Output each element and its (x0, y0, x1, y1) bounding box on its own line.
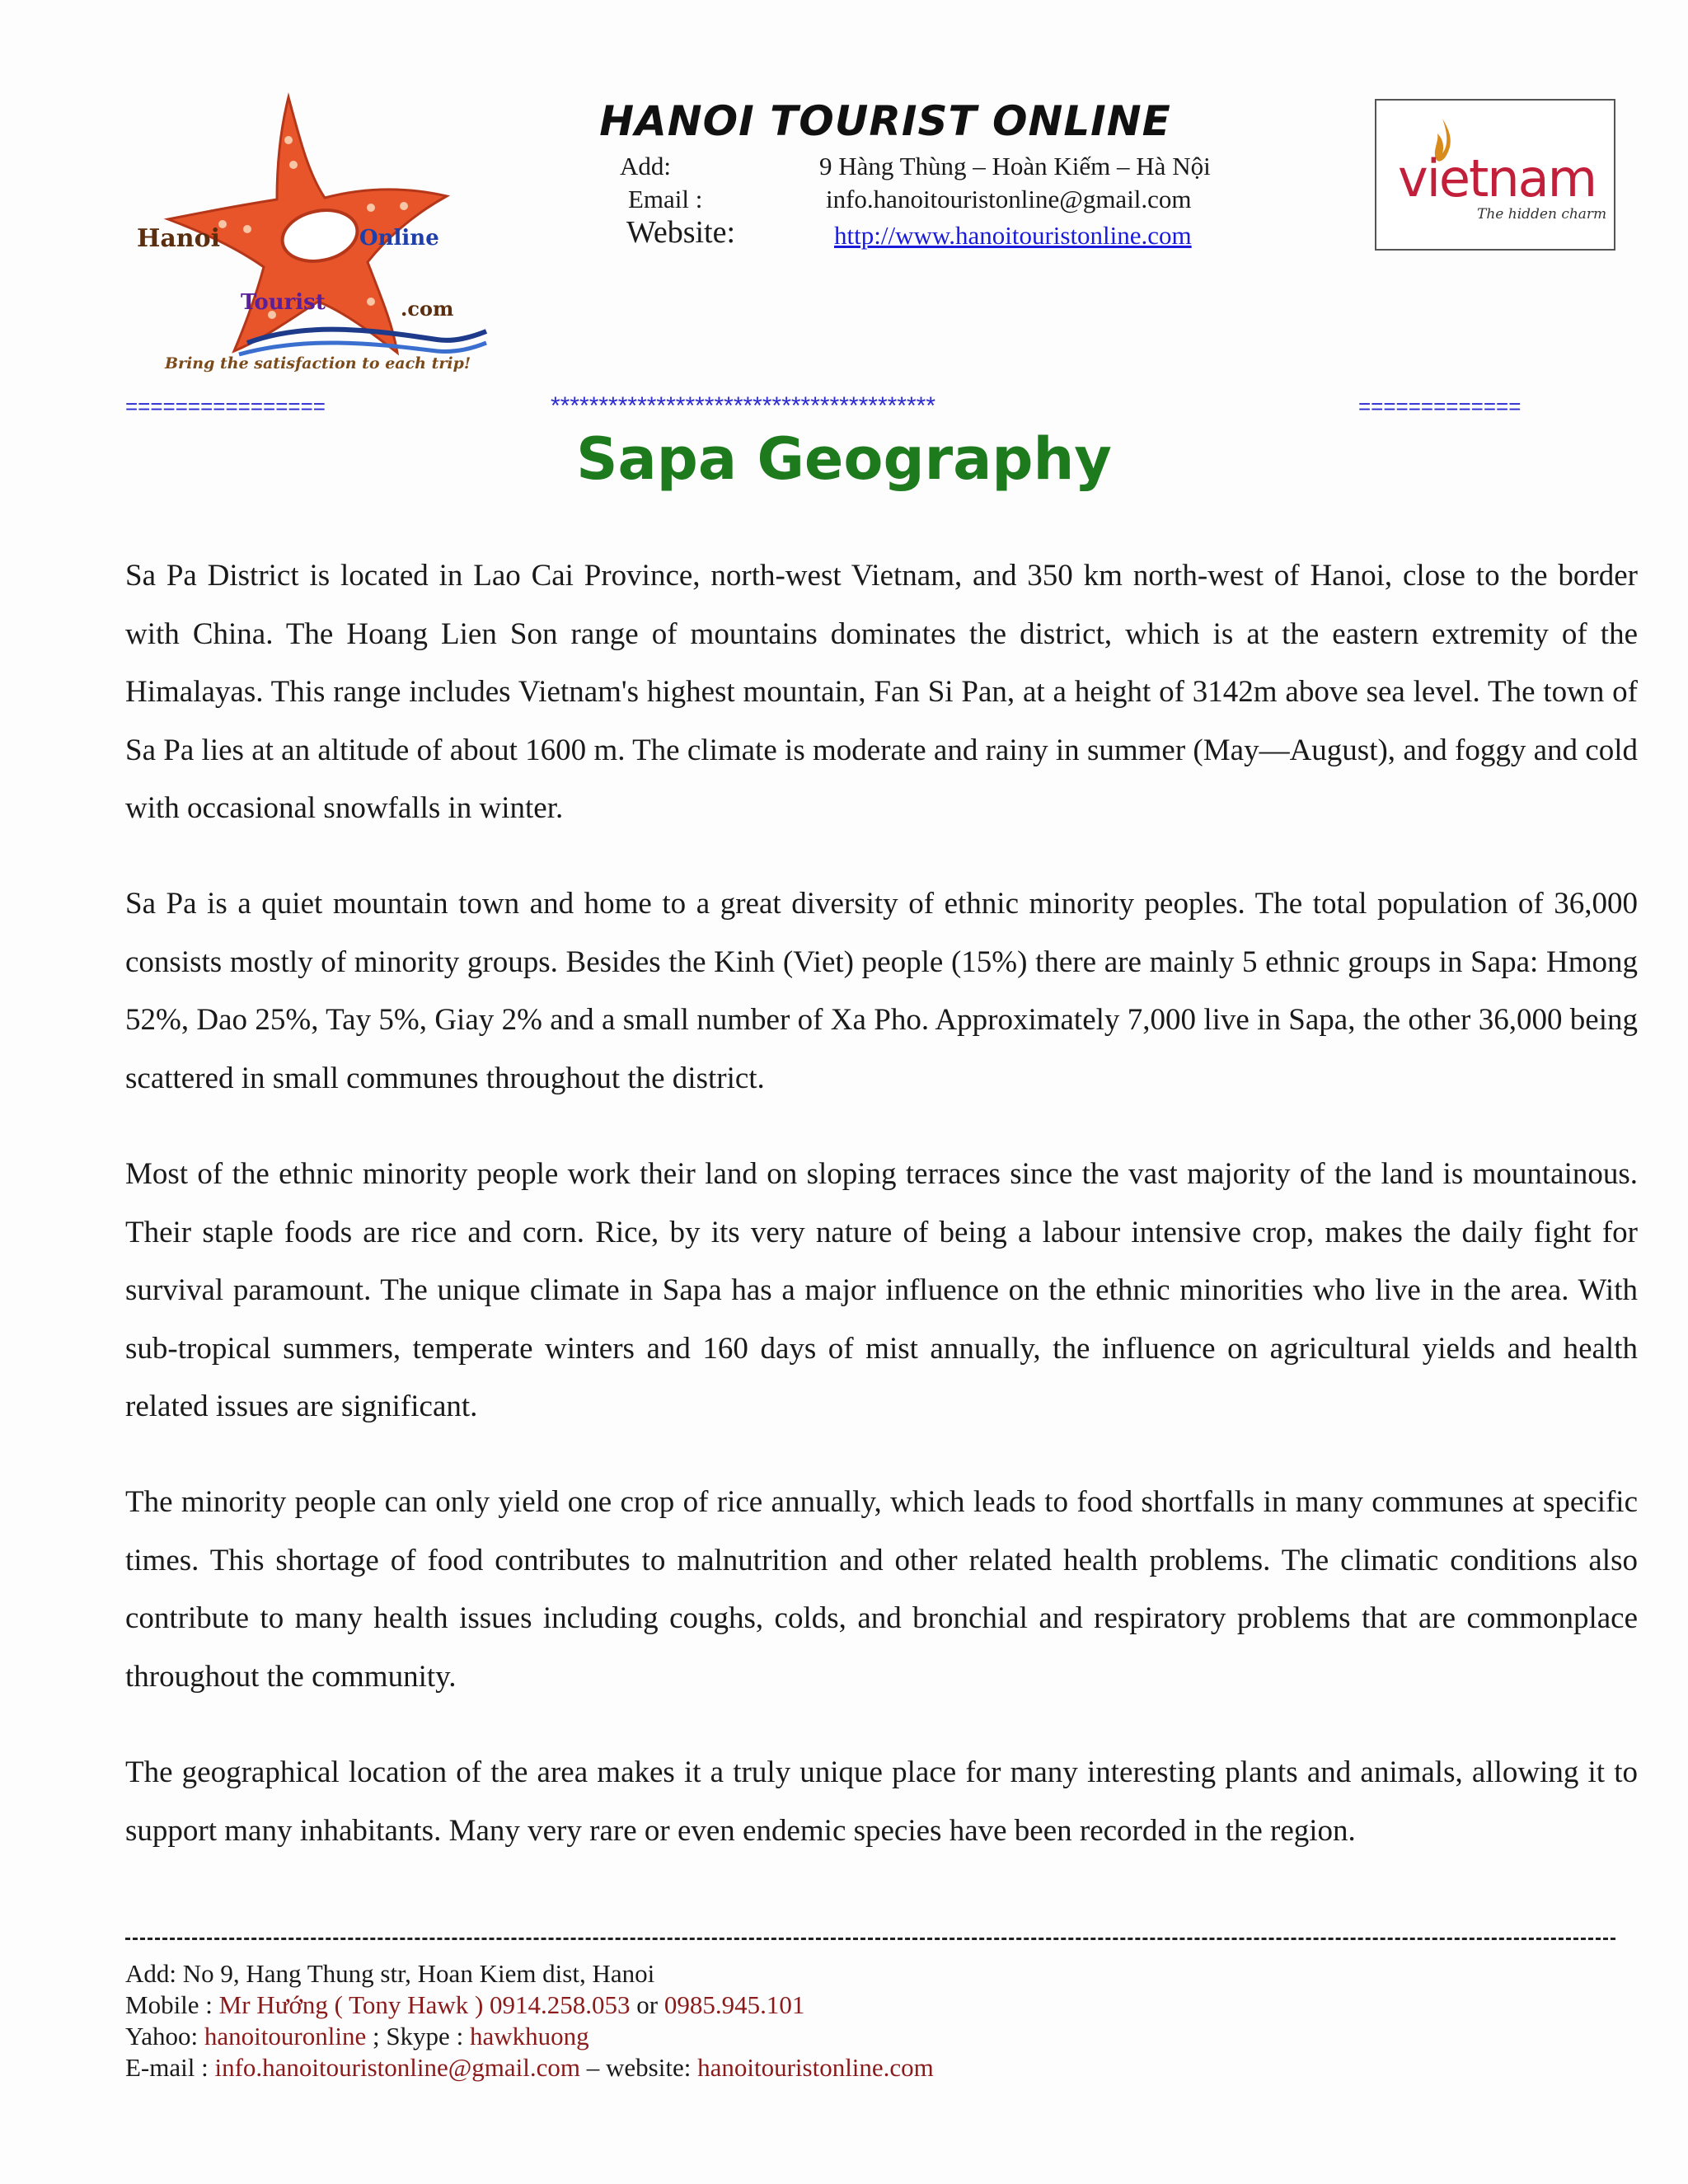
footer-email-label: E-mail : (125, 2053, 215, 2082)
page-title: Sapa Geography (576, 425, 1112, 493)
mobile-or: or (630, 1990, 664, 2019)
yahoo-label: Yahoo: (125, 2022, 204, 2050)
logo-word-online: Online (359, 226, 439, 251)
address-value: 9 Hàng Thùng – Hoàn Kiếm – Hà Nội (819, 152, 1211, 180)
logo-word-hanoi: Hanoi (137, 224, 221, 253)
separator-left: ================ (125, 394, 326, 419)
logo-word-dotcom: .com (401, 297, 454, 321)
paragraph-agriculture: Most of the ethnic minority people work their land on sloping terraces since the vast majority of the land is mountainous. Their staple foods are rice and corn. Rice, by its very nature of being a labour intensive crop, makes the daily fight for survival paramount. The unique climate in Sapa has a major influence on the ethnic minorities who live in the area. With sub-tropical summers, temperate winters and 160 days of mist annually, the influence on agricultural yields and health related issues are significant. (125, 1157, 1638, 1423)
paragraph-population: Sa Pa is a quiet mountain town and home to a great diversity of ethnic minority peoples. The total population of 36,000 consists mostly of minority groups. Besides the Kinh (Viet) people (15%) there are mainly 5 ethnic groups in Sapa: Hmong 52%, Dao 25%, Tay 5%, Giay 2% and a small number of Xa Pho. Approximately 7,000 live in Sapa, the other 36,000 being scattered in small communes throughout the district. (125, 887, 1638, 1095)
footer-website-link[interactable]: hanoitouristonline.com (697, 2053, 934, 2082)
logo-word-tourist: Tourist (241, 290, 326, 315)
vietnam-tagline: The hidden charm (1477, 206, 1607, 223)
footer-chat-line (125, 2021, 589, 2052)
mobile-alt[interactable]: 0985.945.101 (663, 1990, 805, 2019)
address-label: Add: (620, 152, 671, 180)
separator-center: **************************************** (551, 392, 935, 419)
logo-tagline: Bring the satisfaction to each trip! (165, 354, 471, 373)
footer-email-link[interactable]: info.hanoitouristonline@gmail.com (214, 2053, 581, 2082)
email-label: Email : (628, 185, 703, 213)
footer-mobile-line (125, 1990, 804, 2021)
yahoo-id[interactable]: hanoitouronline (204, 2022, 367, 2050)
footer-website-label: – website: (580, 2053, 698, 2082)
separator-right: ============= (1358, 394, 1522, 419)
skype-id[interactable]: hawkhuong (469, 2022, 589, 2050)
paragraph-location: Sa Pa District is located in Lao Cai Province, north-west Vietnam, and 350 km north-west of Hanoi, close to the border with China. The Hoang Lien Son range of mountains dominates the district, which is at the eastern extremity of the Himalayas. This range includes Vietnam's highest mountain, Fan Si Pan, at a height of 3142m above sea level. The town of Sa Pa lies at an altitude of about 1600 m. The climate is moderate and rainy in summer (May—August), and foggy and cold with occasional snowfalls in winter. (125, 559, 1638, 825)
email-value[interactable]: info.hanoitouristonline@gmail.com (826, 185, 1192, 213)
footer-address: Add: No 9, Hang Thung str, Hoan Kiem dist, Hanoi (125, 1959, 655, 1988)
website-link[interactable]: http://www.hanoitouristonline.com (834, 221, 1192, 250)
footer-divider (125, 1938, 1615, 1940)
footer-contact-line (125, 2052, 934, 2083)
brand-title: HANOI TOURIST ONLINE (599, 97, 1171, 145)
mobile-contact[interactable]: Mr Hướng ( Tony Hawk ) 0914.258.053 (218, 1990, 631, 2019)
website-label: Website: (626, 215, 736, 250)
skype-label: ; Skype : (366, 2022, 470, 2050)
mobile-label: Mobile : (125, 1990, 219, 2019)
vietnam-wordmark: vietnam (1398, 148, 1597, 209)
paragraph-wildlife: The geographical location of the area makes it a truly unique place for many interesting plants and animals, allowing it to support many inhabitants. Many very rare or even endemic species have been recorded in the region. (125, 1755, 1638, 1848)
paragraph-health: The minority people can only yield one crop of rice annually, which leads to food shortfalls in many communes at specific times. This shortage of food contributes to malnutrition and other related health problems. The climatic conditions also contribute to many health issues including coughs, colds, and bronchial and respiratory problems that are commonplace throughout the community. (125, 1485, 1638, 1694)
vietnam-hidden-charm-logo (1375, 99, 1615, 251)
